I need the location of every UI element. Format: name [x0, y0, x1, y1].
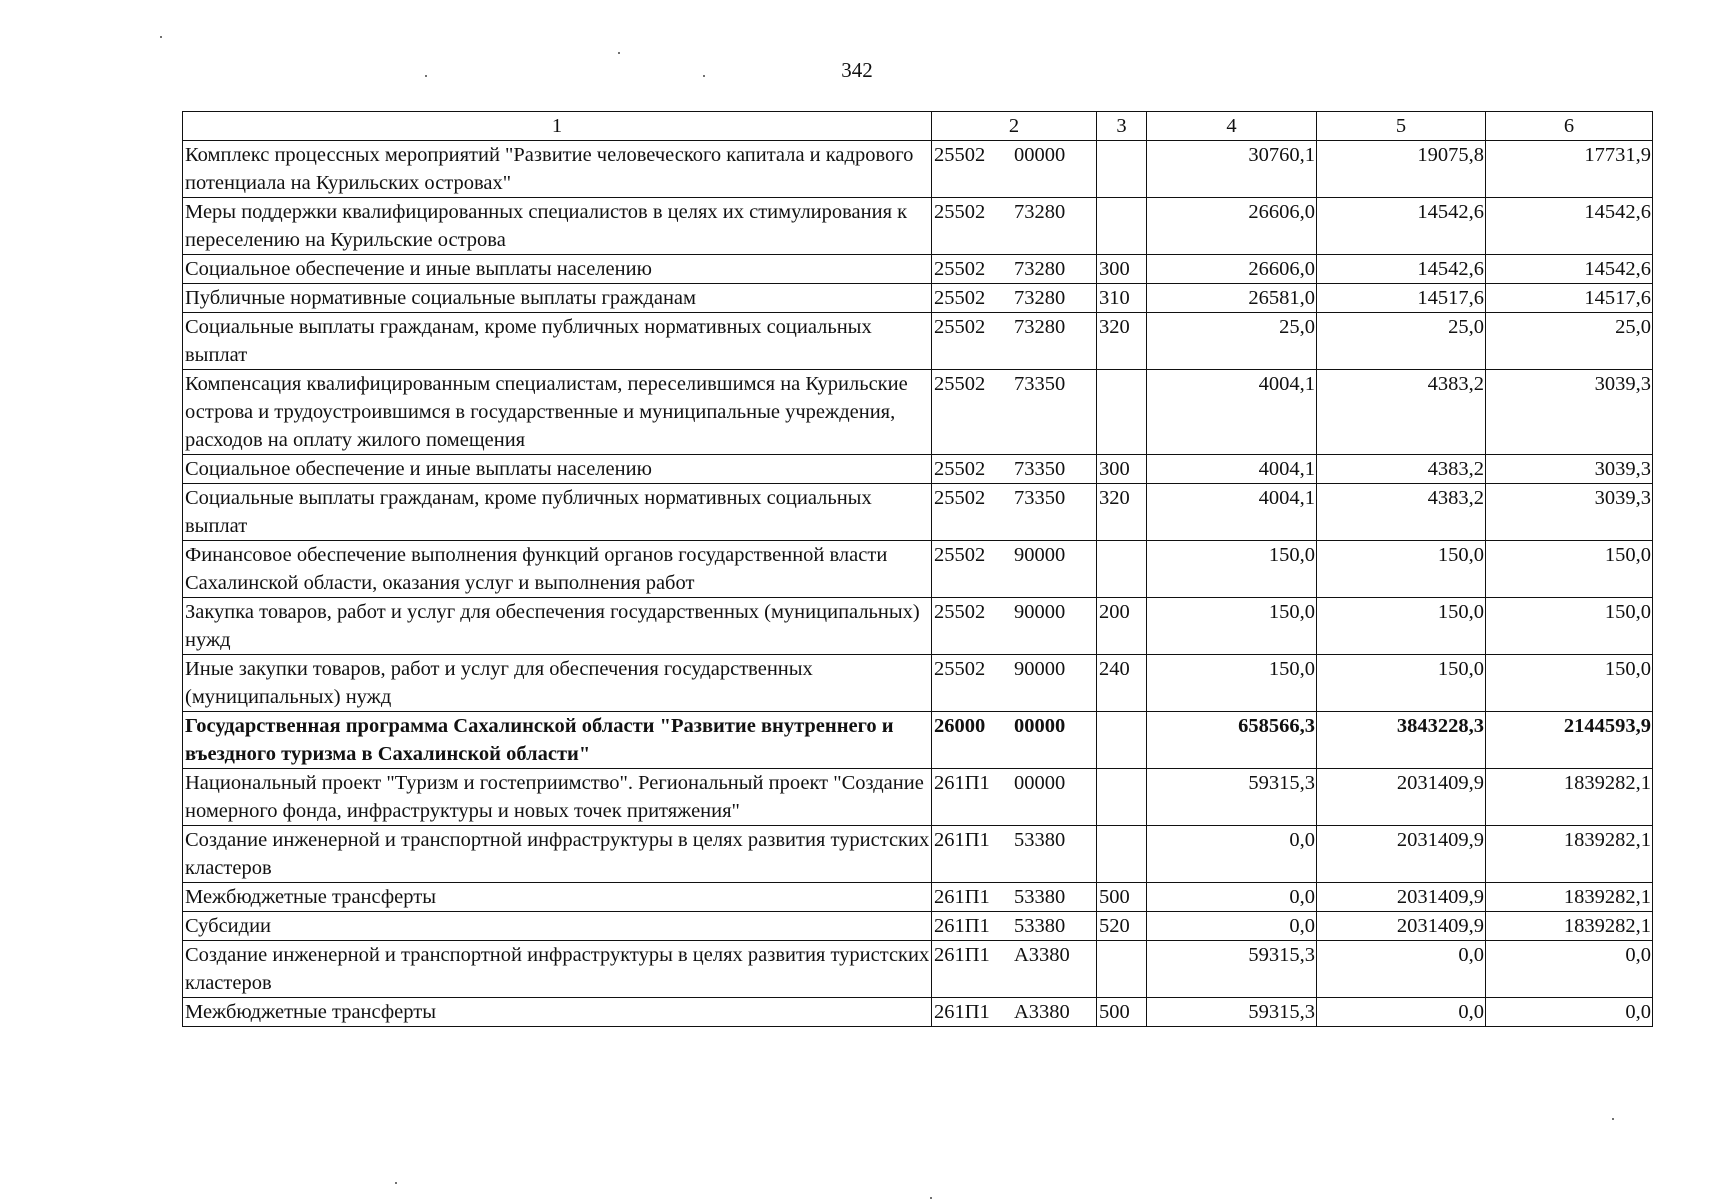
row-value-5-cell: 0,0: [1317, 998, 1486, 1027]
program-code: 25502: [934, 373, 986, 395]
row-expense-type-cell: 200: [1097, 598, 1147, 655]
scan-speck: [930, 1197, 932, 1199]
row-value-6-cell: 14542,6: [1486, 198, 1653, 255]
table-row: [183, 941, 1653, 998]
scan-speck: [395, 1182, 397, 1184]
row-value-6-cell: 17731,9: [1486, 141, 1653, 198]
row-value-5-cell: 14542,6: [1317, 198, 1486, 255]
row-expense-type-cell: 500: [1097, 998, 1147, 1027]
row-value-4-cell: 25,0: [1147, 313, 1317, 370]
row-expense-type-cell: 520: [1097, 912, 1147, 941]
row-code-cell: [932, 883, 1097, 912]
row-value-4-cell: 26581,0: [1147, 284, 1317, 313]
program-code: 25502: [934, 658, 986, 680]
row-value-6-cell: 3039,3: [1486, 484, 1653, 541]
program-code: 25502: [934, 601, 986, 623]
row-expense-type-cell: 320: [1097, 313, 1147, 370]
direction-code: 53380: [1014, 915, 1066, 937]
program-code: 261П1: [934, 1001, 990, 1023]
direction-code: 90000: [1014, 544, 1066, 566]
direction-code: 73350: [1014, 458, 1066, 480]
table-row: [183, 712, 1653, 769]
column-header-4: 4: [1147, 112, 1317, 141]
scan-speck: [703, 75, 705, 77]
row-value-5-cell: 14542,6: [1317, 255, 1486, 284]
program-code: 25502: [934, 144, 986, 166]
row-value-6-cell: 3039,3: [1486, 455, 1653, 484]
table-row: [183, 598, 1653, 655]
program-code: 25502: [934, 458, 986, 480]
table-row: [183, 255, 1653, 284]
scan-speck: [425, 75, 427, 77]
row-expense-type-cell: [1097, 370, 1147, 455]
row-value-5-cell: 0,0: [1317, 941, 1486, 998]
row-value-4-cell: 0,0: [1147, 883, 1317, 912]
direction-code: 73280: [1014, 316, 1066, 338]
row-code-cell: [932, 141, 1097, 198]
direction-code: 90000: [1014, 601, 1066, 623]
row-value-5-cell: 4383,2: [1317, 484, 1486, 541]
row-value-5-cell: 2031409,9: [1317, 912, 1486, 941]
table-row: [183, 912, 1653, 941]
scan-speck: [618, 52, 620, 54]
row-value-4-cell: 658566,3: [1147, 712, 1317, 769]
direction-code: 73280: [1014, 201, 1066, 223]
row-value-6-cell: 150,0: [1486, 655, 1653, 712]
row-name-cell: Государственная программа Сахалинской области "Развитие внутреннего и въездного туризма в Сахалинской области": [183, 712, 932, 769]
row-name-cell: Публичные нормативные социальные выплаты гражданам: [183, 284, 932, 313]
row-value-6-cell: 14517,6: [1486, 284, 1653, 313]
column-header-2: 2: [932, 112, 1097, 141]
row-expense-type-cell: 500: [1097, 883, 1147, 912]
row-name-cell: Создание инженерной и транспортной инфраструктуры в целях развития туристских кластеров: [183, 826, 932, 883]
row-value-5-cell: 2031409,9: [1317, 769, 1486, 826]
direction-code: 73280: [1014, 258, 1066, 280]
row-value-4-cell: 26606,0: [1147, 198, 1317, 255]
row-value-6-cell: 1839282,1: [1486, 912, 1653, 941]
column-number-row: [183, 112, 1653, 141]
program-code: 261П1: [934, 829, 990, 851]
row-expense-type-cell: [1097, 198, 1147, 255]
row-value-6-cell: 0,0: [1486, 941, 1653, 998]
row-value-5-cell: 4383,2: [1317, 370, 1486, 455]
row-expense-type-cell: [1097, 712, 1147, 769]
table-row: [183, 198, 1653, 255]
table-row: [183, 769, 1653, 826]
direction-code: 53380: [1014, 886, 1066, 908]
row-code-cell: [932, 826, 1097, 883]
row-code-cell: [932, 655, 1097, 712]
direction-code: 00000: [1014, 144, 1066, 166]
direction-code: 73350: [1014, 373, 1066, 395]
row-expense-type-cell: 300: [1097, 255, 1147, 284]
table-row: [183, 998, 1653, 1027]
column-header-3: 3: [1097, 112, 1147, 141]
row-code-cell: [932, 313, 1097, 370]
row-value-4-cell: 59315,3: [1147, 941, 1317, 998]
row-value-6-cell: 1839282,1: [1486, 769, 1653, 826]
row-value-6-cell: 1839282,1: [1486, 883, 1653, 912]
row-value-4-cell: 30760,1: [1147, 141, 1317, 198]
direction-code: 73280: [1014, 287, 1066, 309]
row-code-cell: [932, 598, 1097, 655]
table-row: [183, 313, 1653, 370]
row-name-cell: Комплекс процессных мероприятий "Развитие человеческого капитала и кадрового потенциала на Курильских островах": [183, 141, 932, 198]
row-code-cell: [932, 198, 1097, 255]
row-name-cell: Субсидии: [183, 912, 932, 941]
row-expense-type-cell: 240: [1097, 655, 1147, 712]
row-value-4-cell: 4004,1: [1147, 370, 1317, 455]
row-value-5-cell: 25,0: [1317, 313, 1486, 370]
row-name-cell: Социальные выплаты гражданам, кроме публичных нормативных социальных выплат: [183, 484, 932, 541]
budget-table: [182, 111, 1653, 1027]
row-value-5-cell: 3843228,3: [1317, 712, 1486, 769]
row-value-5-cell: 2031409,9: [1317, 826, 1486, 883]
row-code-cell: [932, 769, 1097, 826]
program-code: 25502: [934, 487, 986, 509]
row-value-6-cell: 2144593,9: [1486, 712, 1653, 769]
row-name-cell: Межбюджетные трансферты: [183, 998, 932, 1027]
row-code-cell: [932, 998, 1097, 1027]
row-name-cell: Создание инженерной и транспортной инфраструктуры в целях развития туристских кластеров: [183, 941, 932, 998]
direction-code: 00000: [1014, 715, 1066, 737]
program-code: 25502: [934, 544, 986, 566]
row-value-4-cell: 0,0: [1147, 912, 1317, 941]
direction-code: 73350: [1014, 487, 1066, 509]
column-header-1: 1: [183, 112, 932, 141]
row-expense-type-cell: [1097, 769, 1147, 826]
row-value-6-cell: 0,0: [1486, 998, 1653, 1027]
table-row: [183, 655, 1653, 712]
row-value-6-cell: 150,0: [1486, 598, 1653, 655]
row-expense-type-cell: 300: [1097, 455, 1147, 484]
row-value-5-cell: 150,0: [1317, 598, 1486, 655]
row-name-cell: Социальные выплаты гражданам, кроме публичных нормативных социальных выплат: [183, 313, 932, 370]
table-row: [183, 141, 1653, 198]
row-value-4-cell: 4004,1: [1147, 455, 1317, 484]
table-row: [183, 370, 1653, 455]
row-expense-type-cell: [1097, 941, 1147, 998]
row-value-4-cell: 4004,1: [1147, 484, 1317, 541]
row-code-cell: [932, 712, 1097, 769]
row-code-cell: [932, 912, 1097, 941]
row-name-cell: Иные закупки товаров, работ и услуг для обеспечения государственных (муниципальных) нужд: [183, 655, 932, 712]
table-row: [183, 541, 1653, 598]
table-row: [183, 284, 1653, 313]
program-code: 261П1: [934, 944, 990, 966]
table-row: [183, 883, 1653, 912]
scan-speck: [1612, 1118, 1614, 1120]
row-code-cell: [932, 455, 1097, 484]
program-code: 26000: [934, 715, 986, 737]
direction-code: 53380: [1014, 829, 1066, 851]
row-name-cell: Меры поддержки квалифицированных специалистов в целях их стимулирования к переселению на Курильские острова: [183, 198, 932, 255]
row-name-cell: Национальный проект "Туризм и гостеприимство". Региональный проект "Создание номерного фонда, инфраструктуры и новых точек притяжения": [183, 769, 932, 826]
row-name-cell: Межбюджетные трансферты: [183, 883, 932, 912]
row-value-4-cell: 150,0: [1147, 598, 1317, 655]
row-name-cell: Социальное обеспечение и иные выплаты населению: [183, 255, 932, 284]
row-value-4-cell: 0,0: [1147, 826, 1317, 883]
row-expense-type-cell: [1097, 826, 1147, 883]
row-code-cell: [932, 255, 1097, 284]
table-body: [183, 141, 1653, 1027]
direction-code: 00000: [1014, 772, 1066, 794]
row-expense-type-cell: [1097, 541, 1147, 598]
program-code: 261П1: [934, 915, 990, 937]
table-row: [183, 455, 1653, 484]
column-header-5: 5: [1317, 112, 1486, 141]
row-value-5-cell: 14517,6: [1317, 284, 1486, 313]
row-value-6-cell: 1839282,1: [1486, 826, 1653, 883]
direction-code: А3380: [1014, 1001, 1070, 1023]
row-value-5-cell: 2031409,9: [1317, 883, 1486, 912]
row-value-6-cell: 25,0: [1486, 313, 1653, 370]
row-code-cell: [932, 284, 1097, 313]
direction-code: 90000: [1014, 658, 1066, 680]
row-name-cell: Финансовое обеспечение выполнения функций органов государственной власти Сахалинской области, оказания услуг и выполнения работ: [183, 541, 932, 598]
row-code-cell: [932, 541, 1097, 598]
program-code: 25502: [934, 258, 986, 280]
row-code-cell: [932, 941, 1097, 998]
table-row: [183, 826, 1653, 883]
row-expense-type-cell: 320: [1097, 484, 1147, 541]
row-code-cell: [932, 484, 1097, 541]
direction-code: А3380: [1014, 944, 1070, 966]
row-expense-type-cell: 310: [1097, 284, 1147, 313]
scan-speck: [160, 36, 162, 38]
column-header-6: 6: [1486, 112, 1653, 141]
row-value-6-cell: 150,0: [1486, 541, 1653, 598]
row-value-6-cell: 3039,3: [1486, 370, 1653, 455]
row-value-4-cell: 150,0: [1147, 541, 1317, 598]
page-number: 342: [841, 58, 873, 82]
table-row: [183, 484, 1653, 541]
row-name-cell: Социальное обеспечение и иные выплаты населению: [183, 455, 932, 484]
row-value-6-cell: 14542,6: [1486, 255, 1653, 284]
program-code: 261П1: [934, 772, 990, 794]
row-value-4-cell: 59315,3: [1147, 769, 1317, 826]
row-value-5-cell: 4383,2: [1317, 455, 1486, 484]
program-code: 25502: [934, 201, 986, 223]
row-value-4-cell: 59315,3: [1147, 998, 1317, 1027]
program-code: 25502: [934, 287, 986, 309]
row-value-5-cell: 19075,8: [1317, 141, 1486, 198]
row-value-4-cell: 150,0: [1147, 655, 1317, 712]
row-expense-type-cell: [1097, 141, 1147, 198]
row-code-cell: [932, 370, 1097, 455]
row-name-cell: Компенсация квалифицированным специалистам, переселившимся на Курильские острова и трудоустроившимся в государственные и муниципальные учреждения, расходов на оплату жилого помещения: [183, 370, 932, 455]
program-code: 261П1: [934, 886, 990, 908]
row-value-5-cell: 150,0: [1317, 541, 1486, 598]
program-code: 25502: [934, 316, 986, 338]
row-name-cell: Закупка товаров, работ и услуг для обеспечения государственных (муниципальных) нужд: [183, 598, 932, 655]
row-value-5-cell: 150,0: [1317, 655, 1486, 712]
row-value-4-cell: 26606,0: [1147, 255, 1317, 284]
